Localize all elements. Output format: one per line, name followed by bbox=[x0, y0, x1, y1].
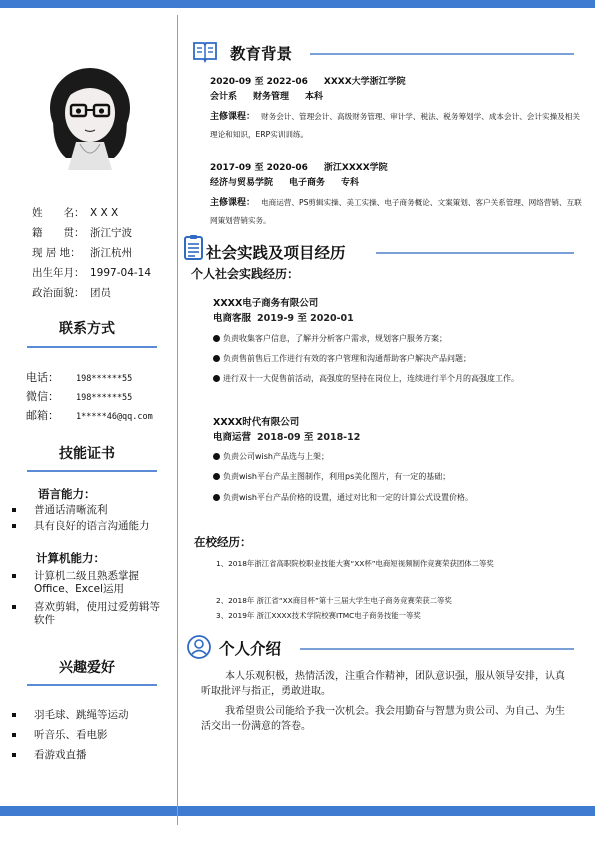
computer-item: 喜欢剪辑，使用过爱剪辑等软件 bbox=[12, 601, 162, 627]
school-period-row: 2017-09 至 2020-06 浙江XXXX学院 bbox=[210, 163, 388, 173]
award-item: 3、2019年 浙江XXXX技术学院校赛ITMC电子商务技能一等奖 bbox=[216, 611, 421, 620]
practice-divider bbox=[376, 252, 574, 254]
job-duty: 负责售前售后工作进行有效的客户管理和沟通帮助客户解决产品问题； bbox=[213, 350, 583, 367]
top-accent-bar bbox=[0, 0, 595, 8]
award-item: 1、2018年浙江省高职院校职业技能大赛“XX杯”电商短视频制作竞赛荣获团体二等奖 bbox=[216, 559, 494, 568]
school-major-row: 经济与贸易学院 电子商务 专科 bbox=[210, 178, 360, 188]
bullet-dot-icon bbox=[213, 355, 220, 362]
book-icon bbox=[192, 39, 218, 63]
bullet-dot-icon bbox=[213, 335, 220, 342]
job-duty: 负责公司wish产品选与上架； bbox=[213, 448, 583, 465]
column-divider bbox=[177, 15, 178, 825]
school-period-row: 2020-09 至 2022-06 XXXX大学浙江学院 bbox=[210, 77, 406, 87]
bullet-square-icon bbox=[12, 713, 16, 717]
job-role-row: 电商客服 2019-9 至 2020-01 bbox=[213, 313, 354, 324]
bullet-dot-icon bbox=[213, 494, 220, 501]
bullet-square-icon bbox=[12, 508, 16, 512]
bullet-square-icon bbox=[12, 753, 16, 757]
bottom-accent-bar bbox=[0, 806, 595, 816]
bullet-square-icon bbox=[12, 733, 16, 737]
education-divider bbox=[310, 53, 574, 55]
hobby-item: 听音乐、看电影 bbox=[12, 729, 172, 742]
job-duty: 负责wish平台产品价格的设置，通过对比和一定的计算公式设置价格。 bbox=[213, 489, 583, 506]
computer-item: 计算机二级且熟悉掌握Office、Excel运用 bbox=[12, 570, 162, 596]
contact-phone: 电话： 198******55 bbox=[26, 371, 133, 384]
intro-divider bbox=[300, 648, 574, 650]
contact-wechat: 微信： 198******55 bbox=[26, 390, 133, 403]
info-name: 姓 名： X X X bbox=[32, 207, 119, 219]
school-courses: 主修课程： 电商运营、PS剪辑实操、美工实操、电子商务概论、文案策划、客户关系管理、网络营销、互联网策划营销实务。 bbox=[210, 198, 582, 225]
award-item: 2、2018年 浙江省“XX商目杯”第十三届大学生电子商务竞赛荣获二等奖 bbox=[216, 596, 452, 605]
hobbies-divider bbox=[27, 684, 157, 686]
contact-email: 邮箱： 1*****46@qq.com bbox=[26, 409, 153, 422]
job-role-row: 电商运营 2018-09 至 2018-12 bbox=[213, 432, 361, 443]
skills-divider bbox=[27, 470, 157, 472]
skills-title: 技能证书 bbox=[59, 446, 115, 462]
intro-paragraph: 我希望贵公司能给予我一次机会。我会用勤奋与智慧为贵公司、为自己、为生活交出一份满意的答卷。 bbox=[201, 706, 565, 732]
intro-title: 个人介绍 bbox=[219, 640, 282, 658]
user-card-icon bbox=[186, 634, 212, 660]
info-birth: 出生年月： 1997-04-14 bbox=[32, 267, 152, 279]
bullet-square-icon bbox=[12, 574, 16, 578]
school-major-row: 会计系 财务管理 本科 bbox=[210, 92, 324, 102]
bullet-dot-icon bbox=[213, 375, 220, 382]
job-duty: 负责收集客户信息，了解并分析客户需求，规划客户服务方案； bbox=[213, 330, 583, 347]
info-political: 政治面貌： 团员 bbox=[32, 287, 111, 299]
info-residence: 现 居 地： 浙江杭州 bbox=[32, 247, 132, 259]
language-item: 具有良好的语言沟通能力 bbox=[12, 520, 172, 533]
practice-title: 社会实践及项目经历 bbox=[206, 244, 346, 262]
hobby-item: 看游戏直播 bbox=[12, 749, 172, 762]
computer-title: 计算机能力： bbox=[36, 551, 105, 565]
job-duty: 负责wish平台产品主图制作，利用ps美化图片，有一定的基础； bbox=[213, 468, 583, 485]
social-practice-title: 个人社会实践经历： bbox=[191, 267, 300, 281]
intro-paragraph: 本人乐观积极，热情活泼，注重合作精神，团队意识强，服从领导安排，认真听取批评与指正，勇敢进取。 bbox=[201, 671, 565, 697]
job-duty: 进行双十一大促售前活动，高强度的坚持在岗位上，连续进行半个月的高强度工作。 bbox=[213, 370, 575, 387]
avatar bbox=[40, 50, 140, 170]
info-hometown: 籍 贯： 浙江宁波 bbox=[32, 227, 132, 239]
company-name: XXXX电子商务有限公司 bbox=[213, 298, 319, 309]
bullet-square-icon bbox=[12, 524, 16, 528]
school-courses: 主修课程： 财务会计、管理会计、高级财务管理、审计学、税法、税务筹划学、成本会计、会计实操及相关理论和知识，ERP实训训练。 bbox=[210, 112, 580, 139]
language-item: 普通话清晰流利 bbox=[12, 504, 172, 517]
hobbies-title: 兴趣爱好 bbox=[59, 660, 115, 676]
contact-title: 联系方式 bbox=[59, 321, 115, 337]
hobby-item: 羽毛球、跳绳等运动 bbox=[12, 709, 172, 722]
document-list-icon bbox=[183, 234, 205, 262]
education-title: 教育背景 bbox=[230, 45, 293, 63]
school-experience-title: 在校经历： bbox=[194, 535, 252, 549]
bullet-square-icon bbox=[12, 605, 16, 609]
contact-divider bbox=[27, 346, 157, 348]
bullet-dot-icon bbox=[213, 453, 220, 460]
company-name: XXXX时代有限公司 bbox=[213, 417, 300, 428]
bullet-dot-icon bbox=[213, 473, 220, 480]
language-title: 语言能力： bbox=[38, 487, 96, 501]
